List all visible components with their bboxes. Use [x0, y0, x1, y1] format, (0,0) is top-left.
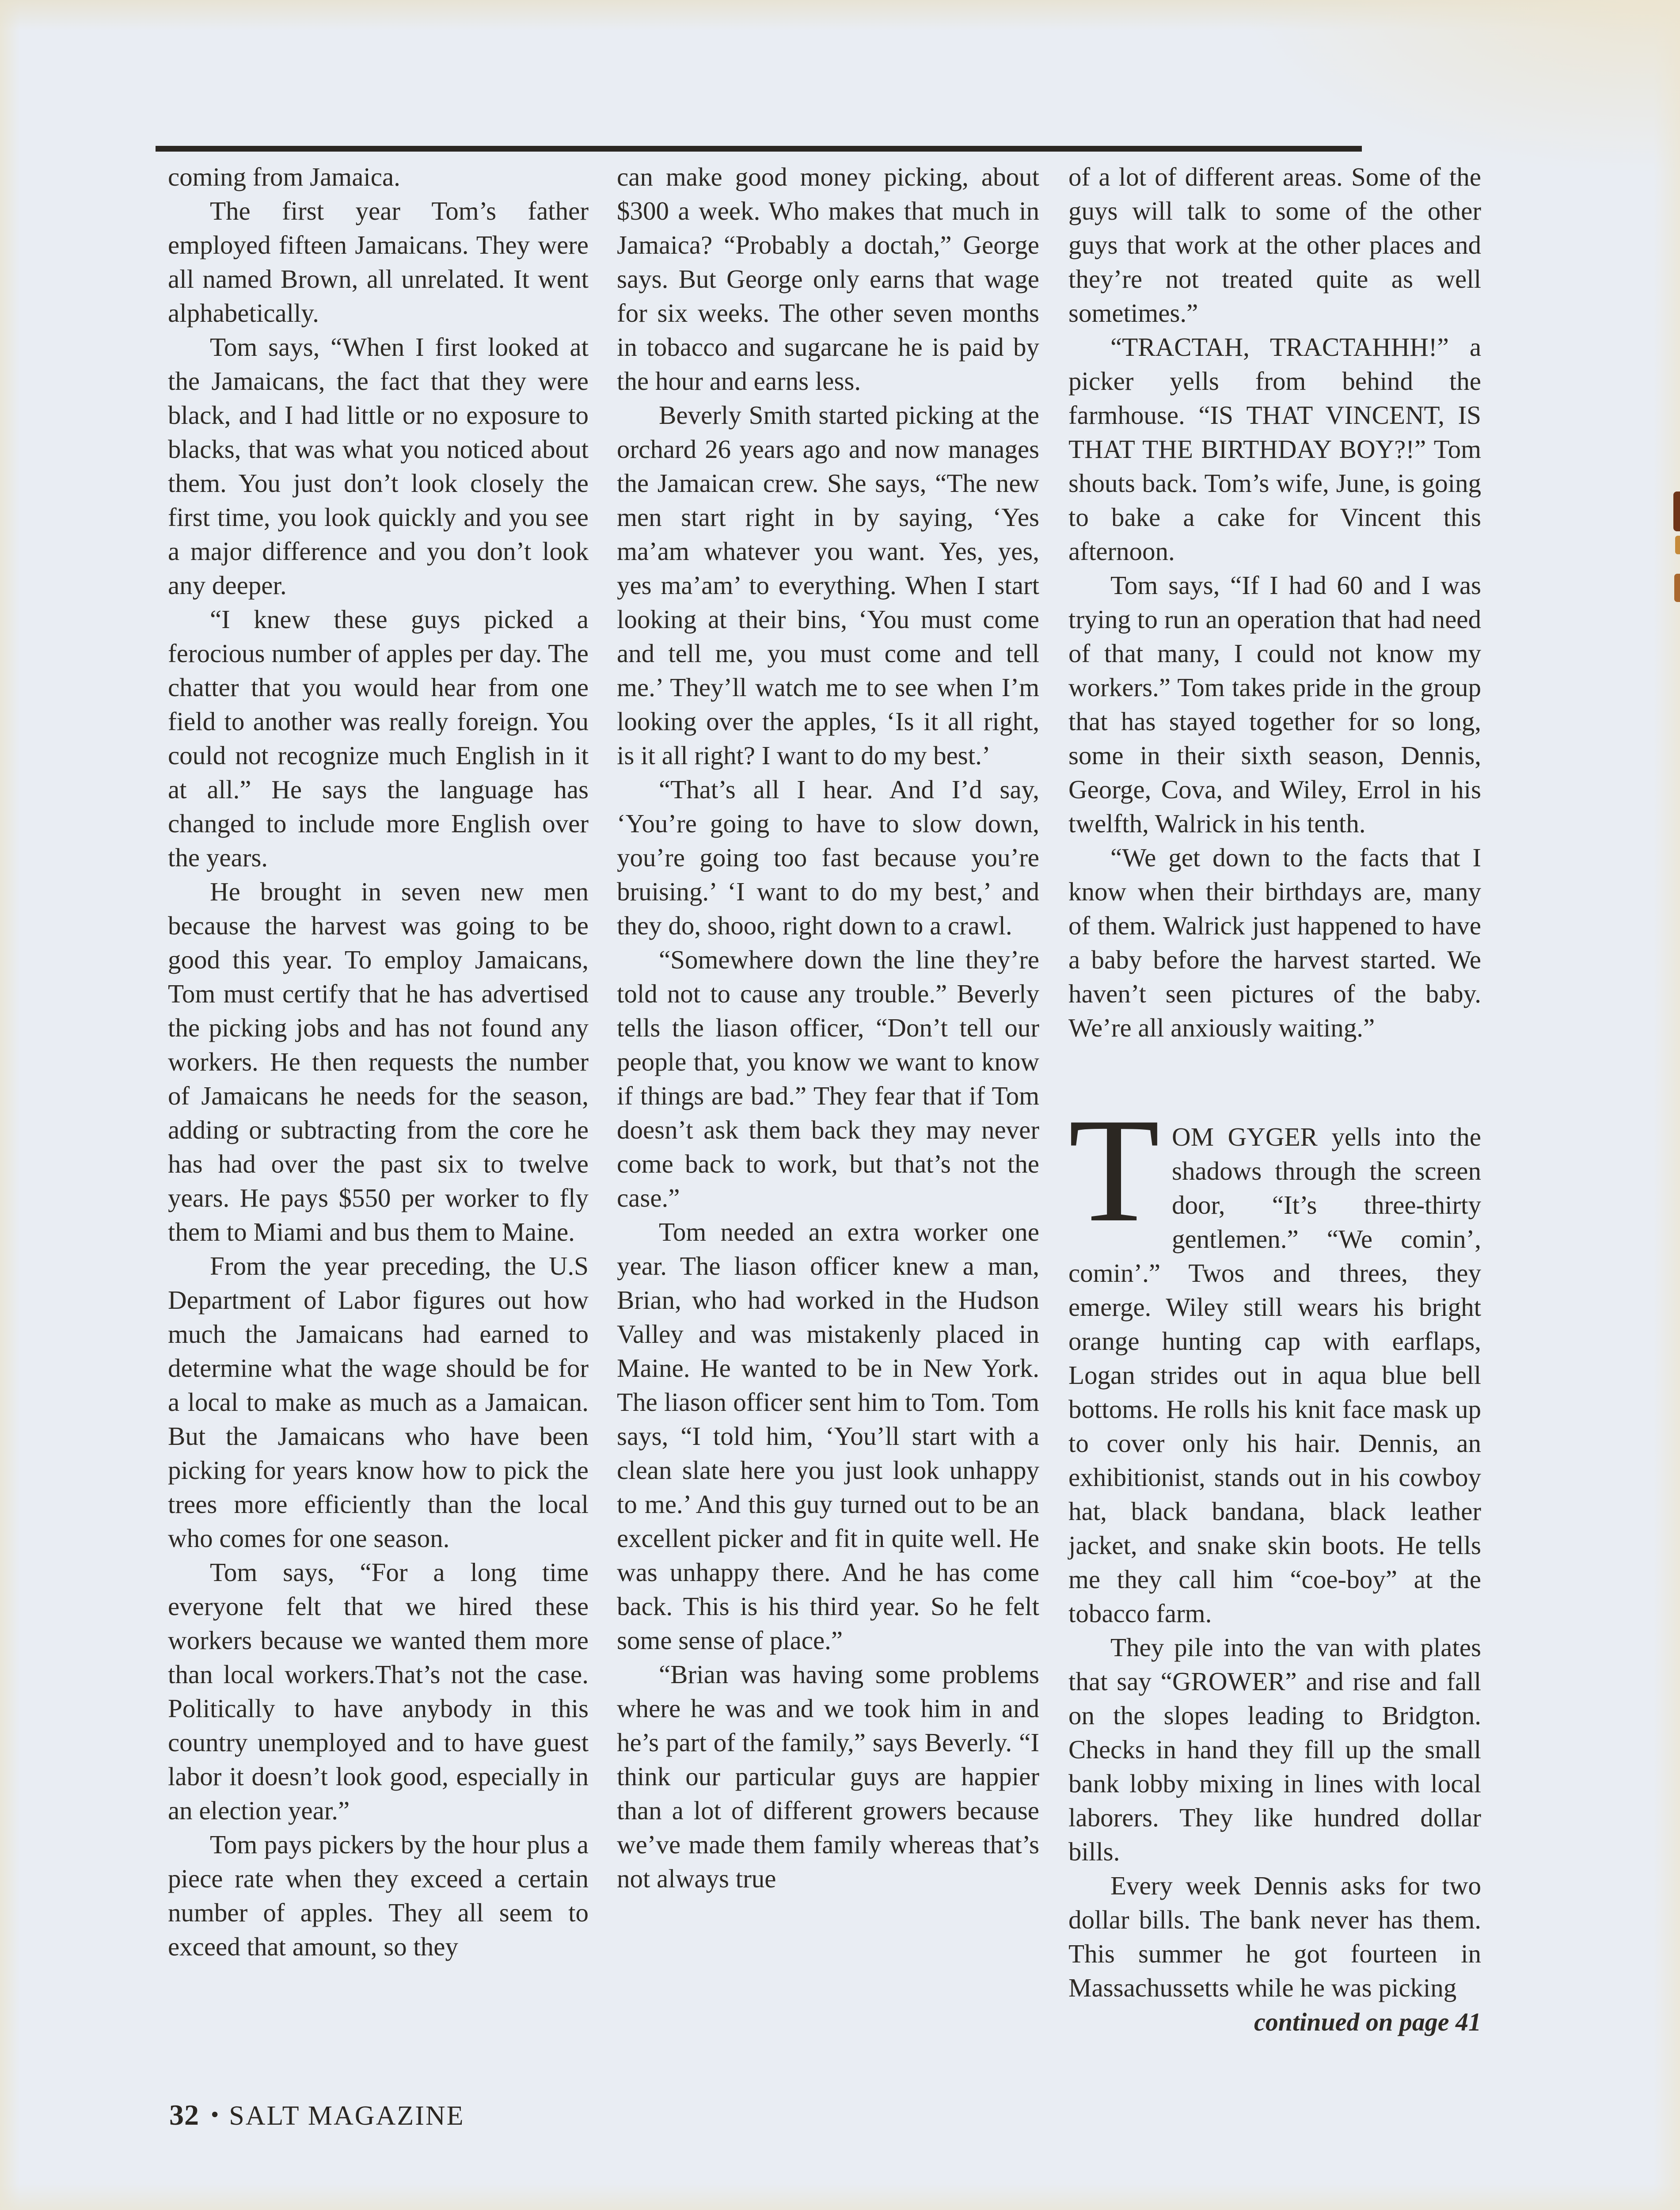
- body-paragraph: From the year preceding, the U.S Department of Labor figures out how much the Jamaicans had earned to determine what the wage should be for a local to make as much as a Jamaican. But the Jamaicans who have been picking for years know how to pick the trees more efficiently than the local who comes for one season.: [168, 1251, 589, 1553]
- body-paragraph: can make good money picking, about $300 a week. Who makes that much in Jamaica? “Probably a doctah,” George says. But George only earns that wage for six weeks. The other seven months in tobacco and sugarcane he is paid by the hour and earns less.: [617, 162, 1039, 396]
- column-1: [168, 160, 589, 2039]
- body-paragraph: “We get down to the facts that I know when their birthdays are, many of them. Walrick just happened to have a baby before the harvest started. We haven’t seen pictures of the baby. We’re all anxiously waiting.”: [1068, 843, 1481, 1042]
- article-columns: [168, 160, 1481, 2039]
- dropcap-paragraph-text: OM GYGER yells into the shadows through the screen door, “It’s three-thirty gentlemen.” “We comin’, comin’.” Twos and threes, they emerge. Wiley still wears his bright orange hunting cap with earflaps, Logan strides out in aqua blue bell bottoms. He rolls his knit face mask up to cover only his hair. Dennis, an exhibitionist, stands out in his cowboy hat, black bandana, black leather jacket, and snake skin boots. He tells me they call him “coe-boy” at the tobacco farm.: [1068, 1122, 1481, 1628]
- body-paragraph: coming from Jamaica.: [168, 162, 400, 191]
- body-paragraph: Every week Dennis asks for two dollar bills. The bank never has them. This summer he got fourteen in Massachussetts while he was picking: [1068, 1871, 1481, 2002]
- page-edge-ink-smudge: [1675, 536, 1680, 554]
- drop-cap-letter: T: [1068, 1088, 1160, 1253]
- top-divider-rule: [156, 146, 1362, 152]
- body-paragraph: “That’s all I hear. And I’d say, ‘You’re going to have to slow down, you’re going too fast because you’re bruising.’ ‘I want to do my best,’ and they do, shooo, right down to a crawl.: [617, 775, 1039, 940]
- column-3: [1068, 160, 1481, 2039]
- dropcap-paragraph: [1068, 1088, 1481, 1631]
- body-paragraph: Tom says, “If I had 60 and I was trying to run an operation that had need of that many, I could not know my workers.” Tom takes pride in the group that has stayed together for so long, some in their sixth season, Dennis, George, Cova, and Wiley, Errol in his twelfth, Walrick in his tenth.: [1068, 571, 1481, 838]
- body-paragraph: Tom says, “When I first looked at the Jamaicans, the fact that they were black, and I had little or no exposure to blacks, that was what you noticed about them. You just don’t look closely the first time, you look quickly and you see a major difference and you don’t look any deeper.: [168, 332, 589, 600]
- body-paragraph: “Somewhere down the line they’re told not to cause any trouble.” Beverly tells the liason officer, “Don’t tell our people that, you know we want to know if things are bad.” They fear that if Tom doesn’t ask them back they may never come back to work, but that’s not the case.”: [617, 945, 1039, 1212]
- continued-on-page-note: continued on page 41: [1254, 2008, 1481, 2036]
- body-paragraph: Tom pays pickers by the hour plus a piece rate when they exceed a certain number of apples. They all seem to exceed that amount, so they: [168, 1830, 589, 1961]
- body-paragraph: Tom says, “For a long time everyone felt that we hired these workers because we wanted them more than local workers.That’s not the case. Politically to have anybody in this country unemployed and to have guest labor it doesn’t look good, especially in an election year.”: [168, 1558, 589, 1825]
- page-number: 32: [169, 2099, 199, 2131]
- body-paragraph: They pile into the van with plates that say “GROWER” and rise and fall on the slopes leading to Bridgton. Checks in hand they fill up the small bank lobby mixing in lines with local laborers. They like hundred dollar bills.: [1068, 1633, 1481, 1866]
- magazine-name: SALT MAGAZINE: [229, 2101, 465, 2131]
- body-paragraph: “Brian was having some problems where he was and we took him in and he’s part of the family,” says Beverly. “I think our particular guys are happier than a lot of different growers because we’ve made them family whereas that’s not always true: [617, 1660, 1039, 1893]
- body-paragraph: “I knew these guys picked a ferocious number of apples per day. The chatter that you would hear from one field to another was really foreign. You could not recognize much English in it at all.” He says the language has changed to include more English over the years.: [168, 605, 589, 872]
- body-paragraph: He brought in seven new men because the harvest was going to be good this year. To employ Jamaicans, Tom must certify that he has advertised the picking jobs and has not found any workers. He then requests the number of Jamaicans he needs for the season, adding or subtracting from the core he has had over the past six to twelve years. He pays $550 per worker to fly them to Miami and bus them to Maine.: [168, 877, 589, 1246]
- page-edge-ink-smudge: [1673, 492, 1680, 531]
- body-paragraph: Tom needed an extra worker one year. The liason officer knew a man, Brian, who had worked in the Hudson Valley and was mistakenly placed in Maine. He wanted to be in New York. The liason officer sent him to Tom. Tom says, “I told him, ‘You’ll start with a clean slate here you just look unhappy to me.’ And this guy turned out to be an excellent picker and fit in quite well. He was unhappy there. And he has come back. This is his third year. So he felt some sense of place.”: [617, 1217, 1039, 1655]
- footer-bullet: •: [211, 2102, 220, 2127]
- body-paragraph: Beverly Smith started picking at the orchard 26 years ago and now manages the Jamaican crew. She says, “The new men start right in by saying, ‘Yes ma’am whatever you want. Yes, yes, yes ma’am’ to everything. When I start looking at their bins, ‘You must come and tell me, you must come and tell me.’ They’ll watch me to see when I’m looking over the apples, ‘Is it all right, is it all right? I want to do my best.’: [617, 400, 1039, 770]
- page-footer: [169, 2099, 465, 2132]
- body-paragraph: of a lot of different areas. Some of the guys will talk to some of the other guys that work at the other places and they’re not treated quite as well sometimes.”: [1068, 162, 1481, 328]
- page-edge-ink-smudge: [1674, 574, 1680, 602]
- body-paragraph: The first year Tom’s father employed fifteen Jamaicans. They were all named Brown, all unrelated. It went alphabetically.: [168, 196, 589, 328]
- body-paragraph: “TRACTAH, TRACTAHHH!” a picker yells from behind the farmhouse. “IS THAT VINCENT, IS THAT THE BIRTHDAY BOY?!” Tom shouts back. Tom’s wife, June, is going to bake a cake for Vincent this afternoon.: [1068, 332, 1481, 566]
- column-2: [617, 160, 1039, 2039]
